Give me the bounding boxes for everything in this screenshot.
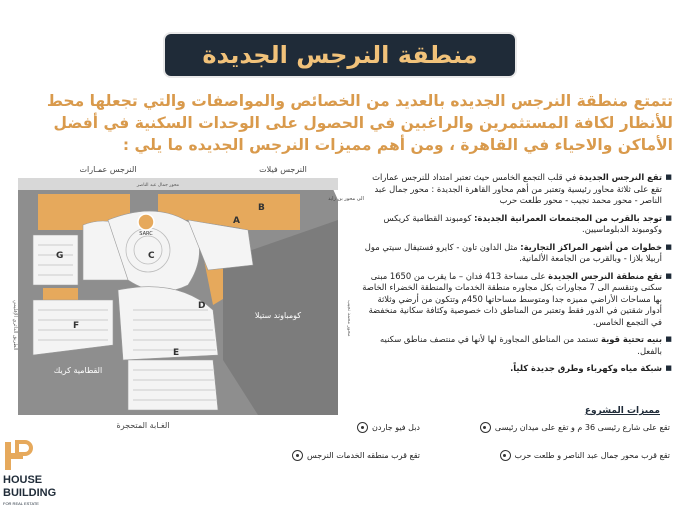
list-item bbox=[360, 334, 672, 357]
block-label-e: E bbox=[173, 348, 180, 358]
company-logo bbox=[0, 440, 60, 510]
feature-item bbox=[500, 450, 671, 461]
list-item bbox=[360, 172, 672, 207]
list-item bbox=[360, 213, 672, 236]
map-label-petrified-forest: الغـابة المتحجرة bbox=[116, 421, 170, 430]
map-label-right-road: محور محمد نجيب bbox=[346, 300, 352, 337]
feature-text: دبل فيو جاردن bbox=[372, 423, 420, 432]
map-parcel bbox=[240, 194, 300, 230]
list-item-head: بنيه تحتية قوية bbox=[601, 334, 662, 344]
list-item-text: كومبوند القطامية كريكس وكومبوند الدبلوماسيين. bbox=[383, 212, 662, 234]
list-item-head: تقع منطقة النرجس الجديدة bbox=[548, 270, 662, 281]
list-item-head: خطوات من أشهر المراكز التجارية: bbox=[520, 241, 662, 252]
feature-text: تقع على شارع رئيسى 36 م و تقع على ميدان رئيسى bbox=[494, 423, 670, 432]
map-svg bbox=[8, 160, 364, 435]
logo-mark-icon bbox=[3, 440, 33, 472]
location-pin-icon bbox=[357, 422, 368, 433]
feature-item bbox=[292, 450, 420, 461]
list-item-head: توجد بالقرب من المجتمعات العمرانية الجديدة: bbox=[474, 212, 662, 223]
feature-item bbox=[357, 422, 420, 433]
logo-line1: HOUSE bbox=[3, 474, 43, 486]
map-label-compound-stella: كومباوند ستيلا bbox=[254, 311, 302, 320]
map-label-narges-buildings: النرجس عمـارات bbox=[79, 165, 137, 174]
feature-item bbox=[480, 422, 670, 433]
page-title: منطقة النرجس الجديدة bbox=[202, 41, 478, 69]
list-item-text: في قلب التجمع الخامس حيث تعتبر امتداد للنرجس عمارات تقع على ثلاثة محاور رئيسية وتعتبر من أهم محاور القاهرة الجديدة : محور جمال عبد الناصر - محور محمد نجيب - محور طلعت حرب bbox=[372, 172, 662, 205]
logo-line2: BUILDING bbox=[3, 487, 57, 499]
block-label-b: B bbox=[258, 203, 265, 213]
list-item-head: شبكة مياه وكهرباء وطرق جديدة كلياً. bbox=[510, 363, 662, 373]
block-label-c: C bbox=[148, 251, 155, 261]
page-title-banner bbox=[165, 34, 515, 76]
map-block bbox=[128, 360, 218, 410]
map-label-katameya-creek: القطامية كريك bbox=[53, 366, 103, 375]
map-label-top-road: محور جمال عبد الناصر bbox=[136, 183, 180, 188]
block-label-d: D bbox=[198, 301, 206, 311]
map-label-left-road: الطريق الدائري الإقليمي bbox=[12, 300, 18, 351]
list-item bbox=[360, 242, 672, 265]
location-pin-icon bbox=[500, 450, 511, 461]
project-features-title: مميزات المشروع bbox=[584, 406, 660, 416]
feature-text: تقع قرب محور جمال عبد الناصر و طلعت حرب bbox=[514, 451, 670, 460]
block-label-a: A bbox=[233, 216, 240, 226]
list-item-head: تقع النرجس الجديدة bbox=[578, 172, 662, 182]
map-label-north-sign: الى محور بن زايد bbox=[328, 196, 364, 202]
list-item bbox=[360, 363, 672, 375]
area-map bbox=[8, 160, 364, 435]
block-label-f: F bbox=[73, 321, 80, 331]
block-label-g: G bbox=[56, 251, 64, 261]
feature-text: تقع قرب منطقه الخدمات النرجس bbox=[307, 451, 420, 460]
location-pin-icon bbox=[292, 450, 303, 461]
list-item-text: مثل الداون تاون - كايرو فستيفال سيتي مول أربيلا بلازا - وبالقرب من الجامعة الألمانية. bbox=[364, 241, 662, 263]
intro-paragraph: تتمتع منطقة النرجس الجديده بالعديد من الخصائص والمواصفات والتي تجعلها محط للأنظار لكافة المستثمرين والراغبين في الحصول على الوحدات السكنية في أفضل الأماكن والاحياء في القاهرة ، ومن أهم مميزات النرجس الجديده ما يلي : bbox=[46, 92, 673, 154]
map-label-narges-villas: النرجس فيلات bbox=[259, 165, 307, 174]
features-list bbox=[360, 172, 672, 381]
marker-label: SARC bbox=[139, 231, 153, 237]
logo-line3: FOR REAL ESTATE bbox=[3, 501, 39, 506]
location-pin-icon bbox=[138, 214, 154, 230]
location-pin-icon bbox=[480, 422, 491, 433]
list-item-text: تستمد من المناطق المجاورة لها لأنها في منتصف مناطق سكنيه بالفعل. bbox=[380, 334, 662, 356]
list-item-text: على مساحة 413 فدان – ما يقرب من 1650 مبنى سكنى وتنقسم الى 7 مجاورات بكل مجاوره منطقة الخدمات والمنطقة الخضراء الخاصة بها مساحات الأراضي مميزه جدا ومتوسط مساحاتها 450م وتتكون من أرضي وثلاثة أدوار شقتين في الدور فقط وتعتبر من المناطق ذات خصوصية وكثافة سكانية منخفضة في التجمع الخامس. bbox=[362, 270, 662, 327]
list-item bbox=[360, 271, 672, 329]
